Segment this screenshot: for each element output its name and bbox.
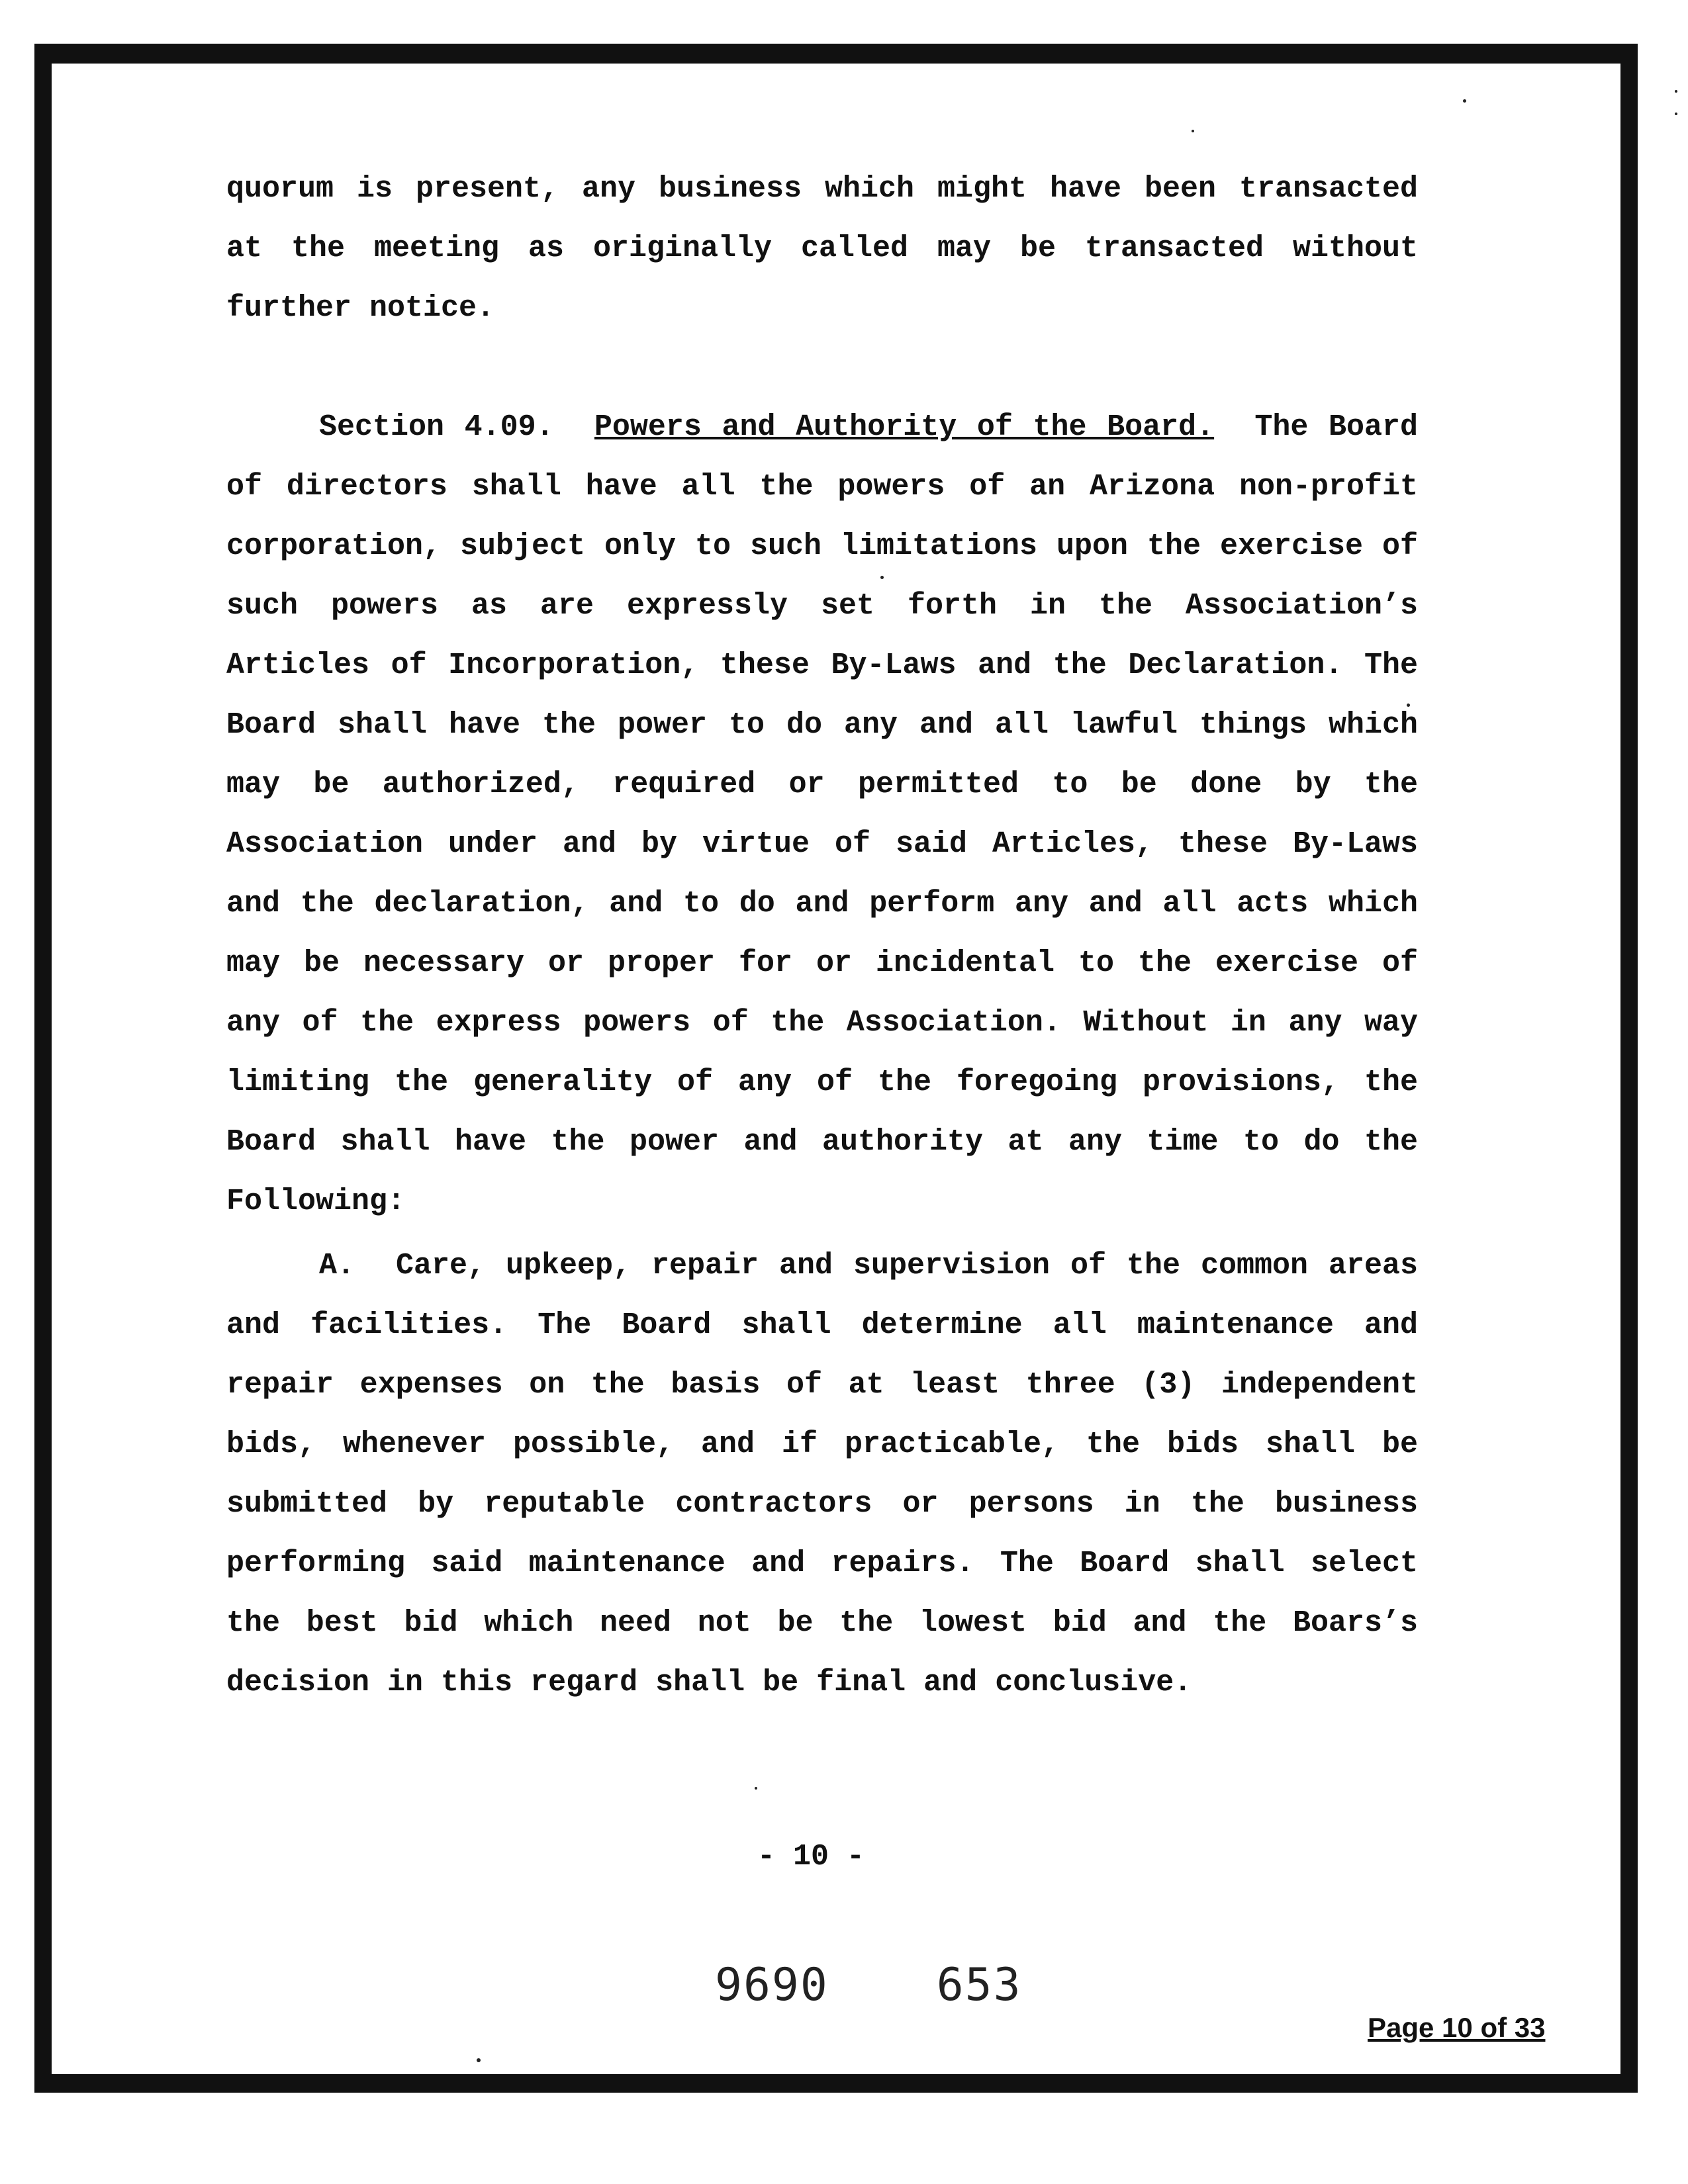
section-4-09	[226, 398, 1418, 1232]
document-body	[226, 159, 1418, 338]
section-number: Section 4.09.	[319, 410, 554, 444]
item-a-paragraph	[226, 1236, 1418, 1713]
item-a	[226, 1236, 1418, 1713]
section-paragraph	[226, 398, 1418, 1232]
scan-speck	[1675, 90, 1677, 93]
item-a-text: Care, upkeep, repair and supervision of the common areas and facilities. The Board shall determine all maintenance and repair expenses on the basis of at least three (3) independent bids, whenever possible, and if practicable, the bids shall be submitted by reputable contractors or persons in the business performing said maintenance and repairs. The Board shall select the best bid which need not be the lowest bid and the Boars’s decision in this regard shall be final and conclusive.	[226, 1249, 1418, 1700]
section-title: Powers and Authority of the Board.	[594, 410, 1215, 444]
recording-page-number: 653	[936, 1959, 1022, 2011]
scan-speck	[1463, 99, 1466, 103]
continuation-paragraph: quorum is present, any business which might have been transacted at the meeting as originally called may be transacted without further notice.	[226, 172, 1418, 325]
scan-speck	[755, 1787, 757, 1790]
section-body: The Board of directors shall have all the powers of an Arizona non-profit corporation, subject only to such limitations upon the exercise of such powers as are expressly set forth in the Association’s Articles of Incorporation, these By-Laws and the Declaration. The Board shall have the power to do any and all lawful things which may be authorized, required or permitted to be done by the Association under and by virtue of said Articles, these By-Laws and the declaration, and to do and perform any and all acts which may be necessary or proper for or incidental to the exercise of any of the express powers of the Association. Without in any way limiting the generality of any of the foregoing provisions, the Board shall have the power and authority at any time to do the Following:	[226, 410, 1418, 1218]
item-a-label: A.	[319, 1249, 355, 1283]
scan-speck	[477, 2058, 481, 2062]
page-count-label: Page 10 of 33	[1364, 2012, 1549, 2044]
scan-speck	[1192, 130, 1194, 132]
page-number: - 10 -	[757, 1840, 865, 1874]
recording-docket-number: 9690	[715, 1959, 829, 2011]
recording-stamp	[715, 1959, 1022, 2011]
scan-speck	[1675, 113, 1677, 115]
